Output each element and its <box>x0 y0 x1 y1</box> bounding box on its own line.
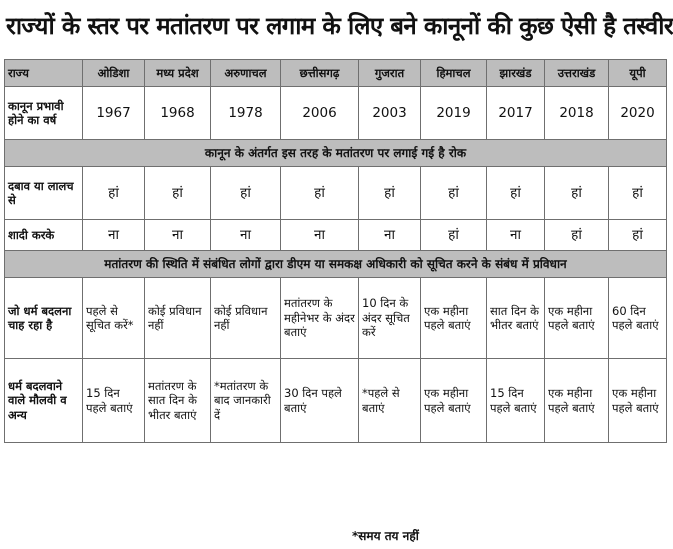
table-cell: 30 दिन पहले बताएं <box>281 359 359 443</box>
table-cell: सात दिन के भीतर बताएं <box>487 278 545 359</box>
table-cell: 2020 <box>609 87 667 140</box>
header-state: हिमाचल <box>421 60 487 87</box>
table-cell: एक महीना पहले बताएं <box>609 359 667 443</box>
footnote: *समय तय नहीं <box>352 529 419 543</box>
header-state: अरुणाचल <box>211 60 281 87</box>
table-cell: 2003 <box>359 87 421 140</box>
table-cell: ना <box>281 220 359 251</box>
table-cell: हां <box>545 220 609 251</box>
table-cell: 15 दिन पहले बताएं <box>487 359 545 443</box>
row-label: शादी करके <box>5 220 83 251</box>
table-cell: 2017 <box>487 87 545 140</box>
row-label: जो धर्म बदलना चाह रहा है <box>5 278 83 359</box>
state-laws-table <box>4 59 667 443</box>
table-cell: 60 दिन पहले बताएं <box>609 278 667 359</box>
table-cell: 2018 <box>545 87 609 140</box>
provision-heading-row <box>5 251 667 278</box>
table-cell: *पहले से बताएं <box>359 359 421 443</box>
header-state: छत्तीसगढ़ <box>281 60 359 87</box>
cleric-row <box>5 359 667 443</box>
marriage-row <box>5 220 667 251</box>
page-title: राज्यों के स्तर पर मतांतरण पर लगाम के लिए बने कानूनों की कुछ ऐसी है तस्वीर <box>6 12 673 40</box>
table-cell: ना <box>145 220 211 251</box>
table-cell: एक महीना पहले बताएं <box>545 278 609 359</box>
table-cell: ना <box>83 220 145 251</box>
table-cell: एक महीना पहले बताएं <box>421 359 487 443</box>
row-label: धर्म बदलवाने वाले मौलवी व अन्य <box>5 359 83 443</box>
table-cell: हां <box>211 167 281 220</box>
table-cell: ना <box>487 220 545 251</box>
year-row <box>5 87 667 140</box>
table-cell: हां <box>609 167 667 220</box>
table-cell: हां <box>145 167 211 220</box>
row-label: दबाव या लालच से <box>5 167 83 220</box>
table-cell: कोई प्रविधान नहीं <box>211 278 281 359</box>
table-cell: 2019 <box>421 87 487 140</box>
table-cell: कोई प्रविधान नहीं <box>145 278 211 359</box>
table-cell: *मतांतरण के बाद जानकारी दें <box>211 359 281 443</box>
row-label: कानून प्रभावी होने का वर्ष <box>5 87 83 140</box>
table-cell: हां <box>609 220 667 251</box>
table-cell: ना <box>211 220 281 251</box>
header-corner: राज्य <box>5 60 83 87</box>
header-state: ओडिशा <box>83 60 145 87</box>
table-cell: हां <box>281 167 359 220</box>
table-cell: पहले से सूचित करें* <box>83 278 145 359</box>
table-cell: 1968 <box>145 87 211 140</box>
section-heading: कानून के अंतर्गत इस तरह के मतांतरण पर लगाई गई है रोक <box>5 140 667 167</box>
table-cell: 2006 <box>281 87 359 140</box>
header-state: झारखंड <box>487 60 545 87</box>
header-row <box>5 60 667 87</box>
header-state: मध्य प्रदेश <box>145 60 211 87</box>
table-cell: हां <box>421 220 487 251</box>
header-state: गुजरात <box>359 60 421 87</box>
force-row <box>5 167 667 220</box>
section-heading: मतांतरण की स्थिति में संबंधित लोगों द्वारा डीएम या समकक्ष अधिकारी को सूचित करने के संबंध में प्रविधान <box>5 251 667 278</box>
table-cell: हां <box>487 167 545 220</box>
header-state: उत्तराखंड <box>545 60 609 87</box>
table-cell: मतांतरण के सात दिन के भीतर बताएं <box>145 359 211 443</box>
table-cell: हां <box>421 167 487 220</box>
table-cell: 15 दिन पहले बताएं <box>83 359 145 443</box>
table-cell: 10 दिन के अंदर सूचित करें <box>359 278 421 359</box>
header-state: यूपी <box>609 60 667 87</box>
table-cell: 1967 <box>83 87 145 140</box>
table-cell: हां <box>359 167 421 220</box>
table-cell: ना <box>359 220 421 251</box>
table-cell: हां <box>83 167 145 220</box>
ban-heading-row <box>5 140 667 167</box>
table-cell: 1978 <box>211 87 281 140</box>
table-cell: एक महीना पहले बताएं <box>545 359 609 443</box>
convert-row <box>5 278 667 359</box>
table-cell: हां <box>545 167 609 220</box>
table-cell: मतांतरण के महीनेभर के अंदर बताएं <box>281 278 359 359</box>
table-cell: एक महीना पहले बताएं <box>421 278 487 359</box>
